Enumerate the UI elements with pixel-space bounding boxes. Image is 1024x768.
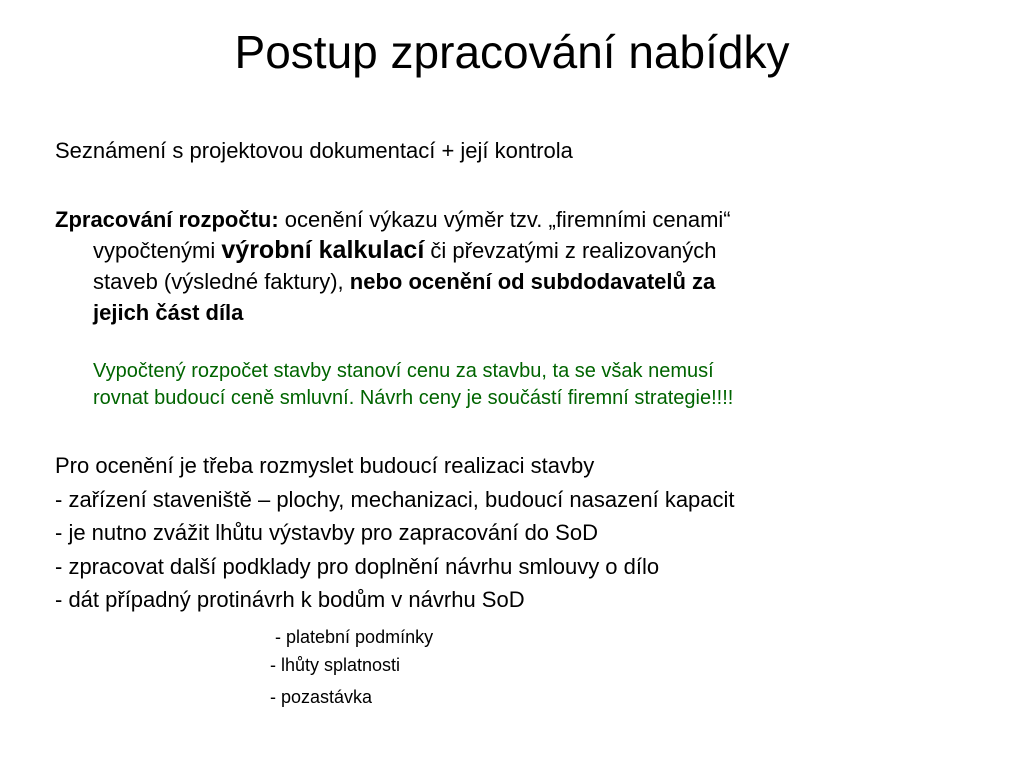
list-item: - dát případný protinávrh k bodům v návrhu SoD — [55, 587, 525, 612]
sublist-item: - lhůty splatnosti — [270, 655, 401, 675]
sublist-item: - platební podmínky — [275, 627, 434, 647]
budget-paragraph — [55, 204, 955, 328]
budget-line-1 — [55, 204, 955, 235]
sublist-item: - pozastávka — [270, 687, 373, 707]
list-item: Pro ocenění je třeba rozmyslet budoucí realizaci stavby — [55, 453, 595, 478]
list-item: - zařízení staveniště – plochy, mechanizaci, budoucí nasazení kapacit — [55, 486, 735, 512]
budget-bold-1: nebo ocenění od subdodavatelů za — [349, 269, 716, 294]
realization-list — [55, 449, 735, 617]
budget-text-1: ocenění výkazu výměr tzv. „firemními cenami“ — [278, 207, 731, 232]
budget-label: Zpracování rozpočtu: — [55, 207, 279, 232]
budget-emphasis: výrobní kalkulací — [221, 236, 425, 264]
list-item: - je nutno zvážit lhůtu výstavby pro zapracování do SoD — [55, 520, 598, 545]
budget-text-4: staveb (výsledné faktury), — [93, 269, 350, 294]
budget-text-3: či převzatými z realizovaných — [424, 238, 717, 263]
budget-bold-2: jejich část díla — [93, 300, 244, 325]
green-note-line-1: Vypočtený rozpočet stavby stanoví cenu za stavbu, ta se však nemusí — [93, 360, 714, 382]
budget-line-4 — [55, 297, 955, 328]
green-note — [93, 358, 733, 412]
intro-paragraph: Seznámení s projektovou dokumentací + její kontrola — [55, 138, 573, 163]
list-item: - zpracovat další podklady pro doplnění návrhu smlouvy o dílo — [55, 553, 660, 579]
budget-line-3 — [55, 266, 955, 297]
slide-title: Postup zpracování nabídky — [234, 26, 790, 78]
budget-text-2: vypočtenými — [93, 238, 222, 263]
budget-line-2 — [55, 235, 955, 266]
green-note-line-2: rovnat budoucí ceně smluvní. Návrh ceny je součástí firemní strategie!!!! — [93, 387, 734, 409]
